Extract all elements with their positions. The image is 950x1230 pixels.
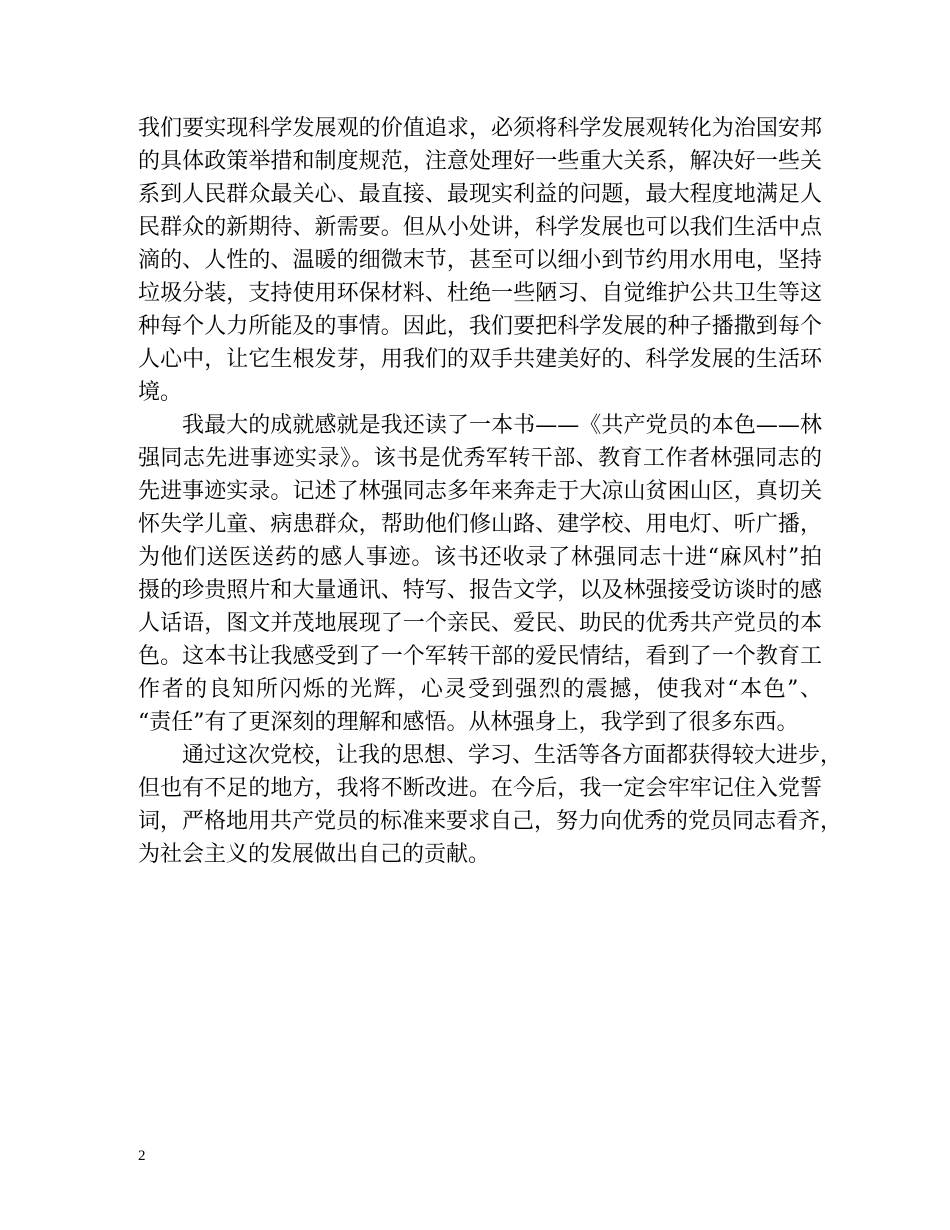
text-line: 作者的良知所闪烁的光辉，心灵受到强烈的震撼，使我对“本色”、 xyxy=(138,677,822,702)
document-body xyxy=(138,112,843,871)
text-line: 先进事迹实录。记述了林强同志多年来奔走于大凉山贫困山区，真切关 xyxy=(138,479,822,504)
text-line: 滴的、人性的、温暖的细微末节，甚至可以细小到节约用水用电，坚持 xyxy=(138,248,822,273)
text-line: 强同志先进事迹实录》。该书是优秀军转干部、教育工作者林强同志的 xyxy=(138,446,822,471)
text-line: 我最大的成就感就是我还读了一本书——《共产党员的本色——林 xyxy=(182,413,822,438)
text-line: 人心中，让它生根发芽，用我们的双手共建美好的、科学发展的生活环 xyxy=(138,347,822,372)
text-line: 我们要实现科学发展观的价值追求，必须将科学发展观转化为治国安邦 xyxy=(138,116,822,141)
text-line: 境。 xyxy=(138,380,183,405)
text-line: 色。这本书让我感受到了一个军转干部的爱民情结，看到了一个教育工 xyxy=(138,644,822,669)
text-line: 通过这次党校，让我的思想、学习、生活等各方面都获得较大进步， xyxy=(182,743,843,768)
paragraph xyxy=(138,409,822,739)
text-line: 为他们送医送药的感人事迹。该书还收录了林强同志十进“麻风村”拍 xyxy=(138,545,822,570)
text-line: 但也有不足的地方，我将不断改进。在今后，我一定会牢牢记住入党誓 xyxy=(138,776,822,801)
text-line: “责任”有了更深刻的理解和感悟。从林强身上，我学到了很多东西。 xyxy=(138,710,799,735)
text-line: 怀失学儿童、病患群众，帮助他们修山路、建学校、用电灯、听广播， xyxy=(138,512,822,537)
paragraph xyxy=(138,739,843,871)
text-line: 摄的珍贵照片和大量通讯、特写、报告文学，以及林强接受访谈时的感 xyxy=(138,578,822,603)
text-line: 的具体政策举措和制度规范，注意处理好一些重大关系，解决好一些关 xyxy=(138,149,822,174)
text-line: 系到人民群众最关心、最直接、最现实利益的问题，最大程度地满足人 xyxy=(138,182,822,207)
text-line: 词，严格地用共产党员的标准来要求自己，努力向优秀的党员同志看齐， xyxy=(138,809,843,834)
text-line: 为社会主义的发展做出自己的贡献。 xyxy=(138,842,491,867)
text-line: 种每个人力所能及的事情。因此，我们要把科学发展的种子播撒到每个 xyxy=(138,314,822,339)
text-line: 垃圾分装，支持使用环保材料、杜绝一些陋习、自觉维护公共卫生等这 xyxy=(138,281,822,306)
page-number: 2 xyxy=(138,1148,146,1164)
paragraph xyxy=(138,112,822,409)
text-line: 人话语，图文并茂地展现了一个亲民、爱民、助民的优秀共产党员的本 xyxy=(138,611,822,636)
text-line: 民群众的新期待、新需要。但从小处讲，科学发展也可以我们生活中点 xyxy=(138,215,822,240)
